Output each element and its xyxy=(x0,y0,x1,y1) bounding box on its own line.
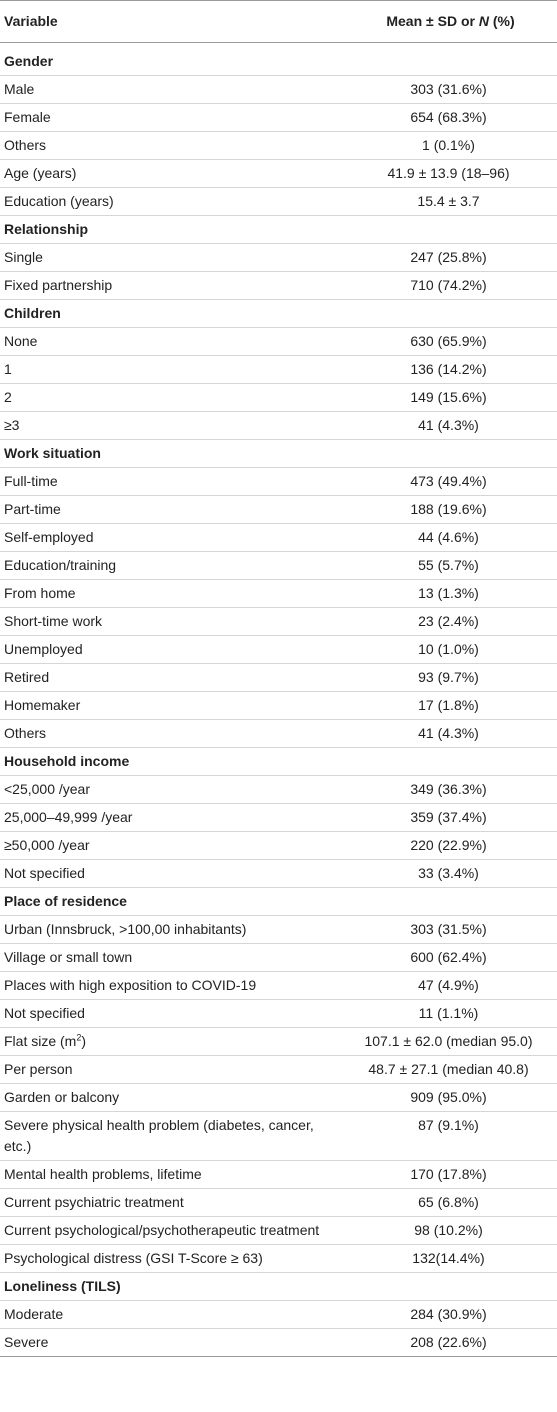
value-cell: 188 (19.6%) xyxy=(410,501,487,517)
table-row xyxy=(0,860,557,888)
section-row xyxy=(0,300,557,328)
table-row xyxy=(0,1245,557,1273)
value-cell: 600 (62.4%) xyxy=(410,949,487,965)
table-row xyxy=(0,1112,557,1161)
value-cell: 303 (31.5%) xyxy=(410,921,487,937)
value-cell: 98 (10.2%) xyxy=(414,1222,483,1238)
variable-cell: Short-time work xyxy=(4,613,103,629)
section-label: Gender xyxy=(4,53,54,69)
variable-cell: 2 xyxy=(4,389,12,405)
variable-cell: Urban (Innsbruck, >100,00 inhabitants) xyxy=(4,921,247,937)
variable-cell: Education (years) xyxy=(4,193,114,209)
table-row xyxy=(0,804,557,832)
value-cell: 41 (4.3%) xyxy=(418,417,479,433)
table-row xyxy=(0,776,557,804)
variable-cell: Psychological distress (GSI T-Score ≥ 63) xyxy=(4,1250,263,1266)
variable-cell: Part-time xyxy=(4,501,61,517)
table-row xyxy=(0,132,557,160)
header-row xyxy=(0,1,557,43)
table-row xyxy=(0,832,557,860)
value-cell: 630 (65.9%) xyxy=(410,333,487,349)
table-row xyxy=(0,412,557,440)
variable-cell: Education/training xyxy=(4,557,117,573)
value-cell: 170 (17.8%) xyxy=(410,1166,487,1182)
value-cell: 17 (1.8%) xyxy=(418,697,479,713)
variable-cell: Others xyxy=(4,725,47,741)
value-cell: 23 (2.4%) xyxy=(418,613,479,629)
variable-cell: Not specified xyxy=(4,1005,85,1021)
section-row xyxy=(0,216,557,244)
value-cell: 13 (1.3%) xyxy=(418,585,479,601)
variable-cell: Others xyxy=(4,137,47,153)
variable-cell: Fixed partnership xyxy=(4,277,113,293)
header-value-suffix: (%) xyxy=(488,13,515,29)
value-cell: 710 (74.2%) xyxy=(410,277,487,293)
table-row xyxy=(0,944,557,972)
variable-cell: Places with high exposition to COVID-19 xyxy=(4,977,257,993)
variable-cell xyxy=(0,1028,340,1056)
variable-cell: 1 xyxy=(4,361,12,377)
table-row xyxy=(0,552,557,580)
table-row xyxy=(0,524,557,552)
variable-cell: Moderate xyxy=(4,1306,64,1322)
value-cell: 284 (30.9%) xyxy=(410,1306,487,1322)
variable-cell: Severe xyxy=(4,1334,49,1350)
table-row xyxy=(0,580,557,608)
table-row xyxy=(0,692,557,720)
variable-label-suffix: ) xyxy=(81,1033,87,1049)
table-row xyxy=(0,1084,557,1112)
value-cell: 654 (68.3%) xyxy=(410,109,487,125)
value-cell: 247 (25.8%) xyxy=(410,249,487,265)
value-cell: 359 (37.4%) xyxy=(410,809,487,825)
table-row xyxy=(0,76,557,104)
section-label: Work situation xyxy=(4,445,101,461)
value-cell: 149 (15.6%) xyxy=(410,389,487,405)
variable-cell: Current psychological/psychotherapeutic treatment xyxy=(4,1222,320,1238)
value-cell: 33 (3.4%) xyxy=(418,865,479,881)
value-cell: 47 (4.9%) xyxy=(418,977,479,993)
header-value-prefix: Mean ± SD or xyxy=(386,13,479,29)
variable-cell: Village or small town xyxy=(4,949,133,965)
variable-cell: Female xyxy=(4,109,51,125)
value-cell: 87 (9.1%) xyxy=(418,1117,479,1133)
section-row xyxy=(0,888,557,916)
table-body xyxy=(0,43,557,1357)
section-row xyxy=(0,43,557,76)
table-row xyxy=(0,1056,557,1084)
table-row xyxy=(0,356,557,384)
variable-cell: ≥3 xyxy=(4,417,20,433)
table-row xyxy=(0,272,557,300)
variable-cell: Per person xyxy=(4,1061,73,1077)
value-cell: 55 (5.7%) xyxy=(418,557,479,573)
table-row xyxy=(0,1217,557,1245)
table-row xyxy=(0,328,557,356)
variable-cell: Single xyxy=(4,249,43,265)
table-row xyxy=(0,720,557,748)
section-label: Place of residence xyxy=(4,893,127,909)
variable-cell: Full-time xyxy=(4,473,58,489)
variable-cell: Retired xyxy=(4,669,50,685)
value-cell: 303 (31.6%) xyxy=(410,81,487,97)
table-row xyxy=(0,1301,557,1329)
section-label: Loneliness (TILS) xyxy=(4,1278,121,1294)
variable-label-sup: 2 xyxy=(76,1032,82,1043)
table-row xyxy=(0,1161,557,1189)
value-cell: 349 (36.3%) xyxy=(410,781,487,797)
table-row xyxy=(0,468,557,496)
section-label: Relationship xyxy=(4,221,89,237)
value-cell: 65 (6.8%) xyxy=(418,1194,479,1210)
variable-cell: Mental health problems, lifetime xyxy=(4,1166,202,1182)
value-cell: 208 (22.6%) xyxy=(410,1334,487,1350)
variable-cell: Current psychiatric treatment xyxy=(4,1194,184,1210)
table-row xyxy=(0,916,557,944)
header-variable: Variable xyxy=(4,13,58,29)
value-cell: 41.9 ± 13.9 (18–96) xyxy=(387,165,510,181)
value-cell: 132(14.4%) xyxy=(412,1250,485,1266)
value-cell: 1 (0.1%) xyxy=(422,137,475,153)
value-cell: 93 (9.7%) xyxy=(418,669,479,685)
variable-cell: ≥50,000 /year xyxy=(4,837,90,853)
section-row xyxy=(0,1273,557,1301)
table-row xyxy=(0,1329,557,1357)
header-value xyxy=(340,1,557,43)
table-row xyxy=(0,1028,557,1056)
variable-cell: Age (years) xyxy=(4,165,77,181)
variable-cell: From home xyxy=(4,585,76,601)
value-cell: 107.1 ± 62.0 (median 95.0) xyxy=(364,1033,533,1049)
value-cell: 44 (4.6%) xyxy=(418,529,479,545)
value-cell: 10 (1.0%) xyxy=(418,641,479,657)
variable-cell: <25,000 /year xyxy=(4,781,91,797)
table-row xyxy=(0,664,557,692)
variable-cell: Not specified xyxy=(4,865,85,881)
table-row xyxy=(0,244,557,272)
variable-cell: Homemaker xyxy=(4,697,81,713)
table-row xyxy=(0,384,557,412)
table-row xyxy=(0,608,557,636)
table-row xyxy=(0,636,557,664)
value-cell: 473 (49.4%) xyxy=(410,473,487,489)
table-row xyxy=(0,972,557,1000)
table-row xyxy=(0,1189,557,1217)
variable-cell: Garden or balcony xyxy=(4,1089,120,1105)
variable-cell: Male xyxy=(4,81,35,97)
section-label: Children xyxy=(4,305,61,321)
section-row xyxy=(0,440,557,468)
table-row xyxy=(0,104,557,132)
table-row xyxy=(0,160,557,188)
variable-cell: Severe physical health problem (diabetes, cancer, etc.) xyxy=(4,1117,314,1154)
table-row xyxy=(0,1000,557,1028)
value-cell: 11 (1.1%) xyxy=(418,1005,479,1021)
table-row xyxy=(0,188,557,216)
variable-cell: Self-employed xyxy=(4,529,94,545)
value-cell: 220 (22.9%) xyxy=(410,837,487,853)
value-cell: 48.7 ± 27.1 (median 40.8) xyxy=(368,1061,529,1077)
variable-label: Flat size (m xyxy=(4,1033,77,1049)
variable-cell: 25,000–49,999 /year xyxy=(4,809,133,825)
variable-cell: Unemployed xyxy=(4,641,83,657)
section-row xyxy=(0,748,557,776)
value-cell: 909 (95.0%) xyxy=(410,1089,487,1105)
value-cell: 15.4 ± 3.7 xyxy=(417,193,480,209)
table-row xyxy=(0,496,557,524)
value-cell: 136 (14.2%) xyxy=(410,361,487,377)
value-cell: 41 (4.3%) xyxy=(418,725,479,741)
variable-cell: None xyxy=(4,333,38,349)
section-label: Household income xyxy=(4,753,130,769)
header-value-n: N xyxy=(478,13,489,29)
